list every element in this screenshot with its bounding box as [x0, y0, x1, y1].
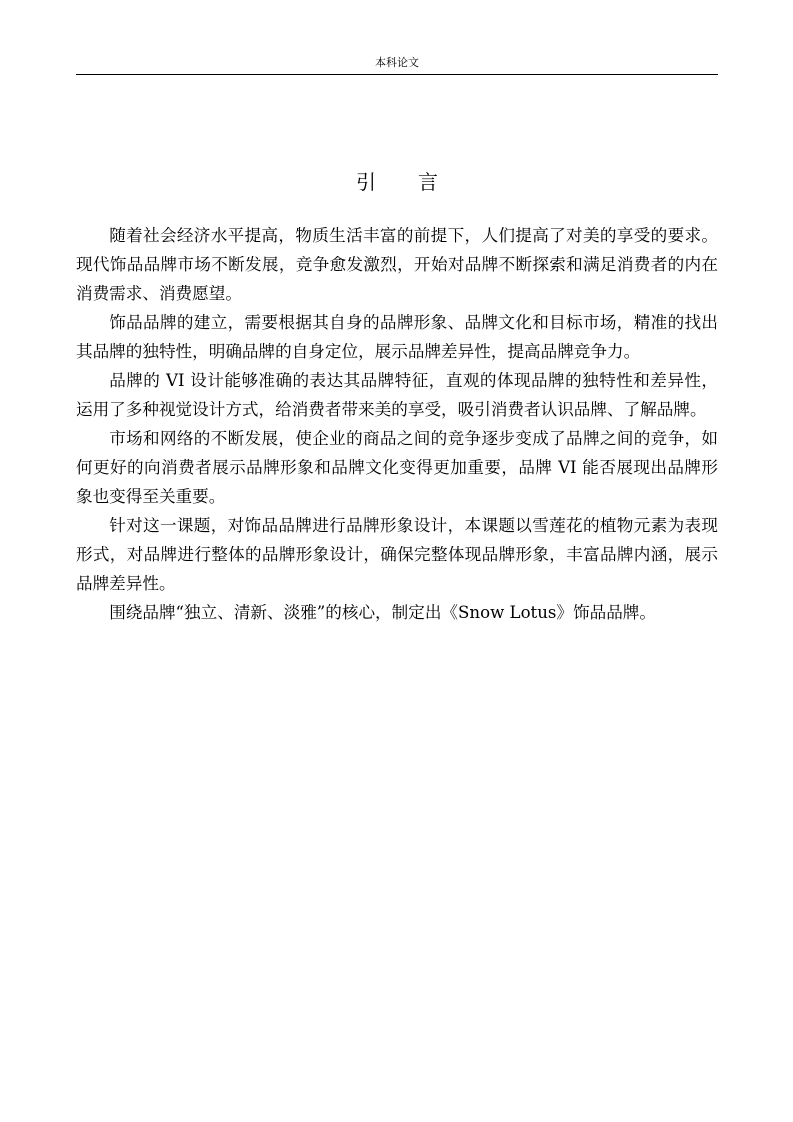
section-title	[76, 169, 718, 195]
paragraph-2: 饰品品牌的建立，需要根据其自身的品牌形象、品牌文化和目标市场，精准的找出其品牌的独特性，明确品牌的自身定位，展示品牌差异性，提高品牌竞争力。	[76, 313, 718, 361]
paragraph-3: 品牌的 VI 设计能够准确的表达其品牌特征，直观的体现品牌的独特性和差异性，运用了多种视觉设计方式，给消费者带来美的享受，吸引消费者认识品牌、了解品牌。	[76, 371, 718, 419]
paragraph-5: 针对这一课题，对饰品品牌进行品牌形象设计，本课题以雪莲花的植物元素为表现形式，对品牌进行整体的品牌形象设计，确保完整体现品牌形象，丰富品牌内涵，展示品牌差异性。	[76, 516, 718, 593]
body-text	[76, 221, 718, 627]
paragraph-6: 围绕品牌“独立、清新、淡雅”的核心，制定出《Snow Lotus》饰品品牌。	[109, 603, 656, 622]
section-title-char-2: 言	[418, 170, 438, 194]
section-title-char-1: 引	[356, 170, 376, 194]
paragraph-4: 市场和网络的不断发展，使企业的商品之间的竞争逐步变成了品牌之间的竞争，如何更好的向消费者展示品牌形象和品牌文化变得更加重要，品牌 VI 能否展现出品牌形象也变得至关重要。	[76, 429, 718, 506]
page-header	[76, 56, 718, 75]
header-text: 本科论文	[375, 56, 419, 69]
paragraph-1: 随着社会经济水平提高，物质生活丰富的前提下，人们提高了对美的享受的要求。现代饰品品牌市场不断发展，竞争愈发激烈，开始对品牌不断探索和满足消费者的内在消费需求、消费愿望。	[76, 226, 718, 303]
